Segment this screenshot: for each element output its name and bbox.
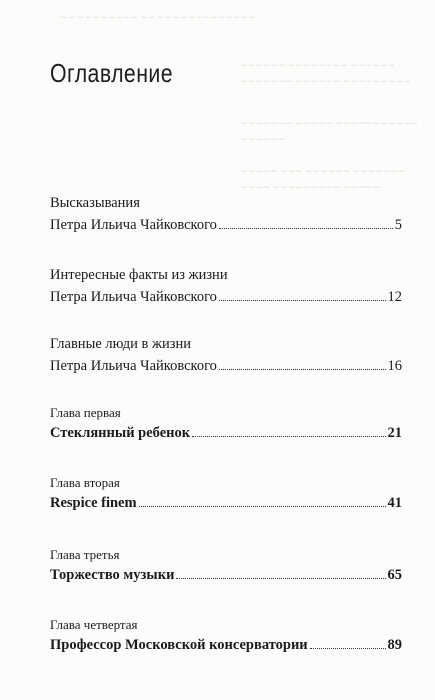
bleed-through-line: ∼∼∼∼∼∼∼ ∼∼∼∼∼∼ ∼∼∼∼∼∼∼∼∼ (240, 76, 411, 86)
page-number: 5 (394, 217, 402, 233)
bleed-through-line: ∼∼∼∼ ∼∼∼∼∼∼∼∼∼ ∼∼∼∼∼ (240, 182, 381, 192)
dot-leader (219, 228, 393, 229)
page-number: 89 (387, 637, 402, 653)
toc-entry-title-line1: Высказывания (50, 195, 140, 211)
toc-entry-title: Петра Ильича Чайковского (50, 358, 217, 374)
toc-entry (50, 193, 402, 236)
toc-chapter (50, 546, 402, 586)
page-title: Оглавление (50, 58, 173, 88)
chapter-label: Глава четвертая (50, 617, 138, 632)
dot-leader (310, 648, 386, 649)
page-number: 12 (387, 289, 402, 305)
bleed-through-line: ∼∼∼∼∼∼ (240, 134, 286, 144)
toc-entry (50, 334, 402, 377)
page-number: 21 (387, 425, 402, 441)
chapter-label: Глава вторая (50, 475, 120, 490)
toc-chapter (50, 474, 402, 514)
toc-entry (50, 265, 402, 308)
toc-entry-title: Петра Ильича Чайковского (50, 217, 217, 233)
page-number: 16 (387, 358, 402, 374)
toc-entry-line (50, 286, 402, 308)
chapter-title: Стеклянный ребенок (50, 425, 191, 441)
toc-entry-line (50, 422, 402, 444)
chapter-title: Respice finem (50, 495, 137, 511)
chapter-label: Глава первая (50, 405, 121, 420)
toc-entry-line (50, 214, 402, 236)
toc-entry-title: Петра Ильича Чайковского (50, 289, 217, 305)
toc-entry-line (50, 355, 402, 377)
dot-leader (139, 506, 386, 507)
toc-chapter (50, 404, 402, 444)
chapter-title: Торжество музыки (50, 567, 175, 583)
page-number: 65 (387, 567, 402, 583)
toc-chapter (50, 616, 402, 656)
toc-entry-line (50, 492, 402, 514)
bleed-through-line: ∼∼∼∼∼∼∼ ∼∼∼∼∼ ∼∼∼∼∼∼∼∼∼∼∼ (240, 118, 418, 128)
toc-entry-line (50, 634, 402, 656)
dot-leader (219, 300, 386, 301)
dot-leader (176, 578, 385, 579)
chapter-label: Глава третья (50, 547, 120, 562)
toc-entry-line (50, 564, 402, 586)
dot-leader (219, 369, 386, 370)
page-number: 41 (387, 495, 402, 511)
toc-entry-title-line1: Интересные факты из жизни (50, 267, 228, 283)
chapter-title: Профессор Московской консерватории (50, 637, 308, 653)
bleed-through-line: ∼∼∼∼∼∼ ∼∼∼∼∼∼∼∼ ∼∼∼∼∼∼ (240, 60, 396, 70)
bleed-through-line: ∼∼∼∼∼ ∼∼∼ ∼∼∼∼∼∼ ∼∼∼∼∼∼∼ (240, 166, 406, 176)
toc-entry-title-line1: Главные люди в жизни (50, 336, 191, 352)
bleed-through-line: ∼∼ ∼∼∼∼∼∼∼∼ ∼∼ ∼∼∼∼∼∼∼∼∼∼∼∼∼ (60, 12, 256, 22)
dot-leader (192, 436, 385, 437)
